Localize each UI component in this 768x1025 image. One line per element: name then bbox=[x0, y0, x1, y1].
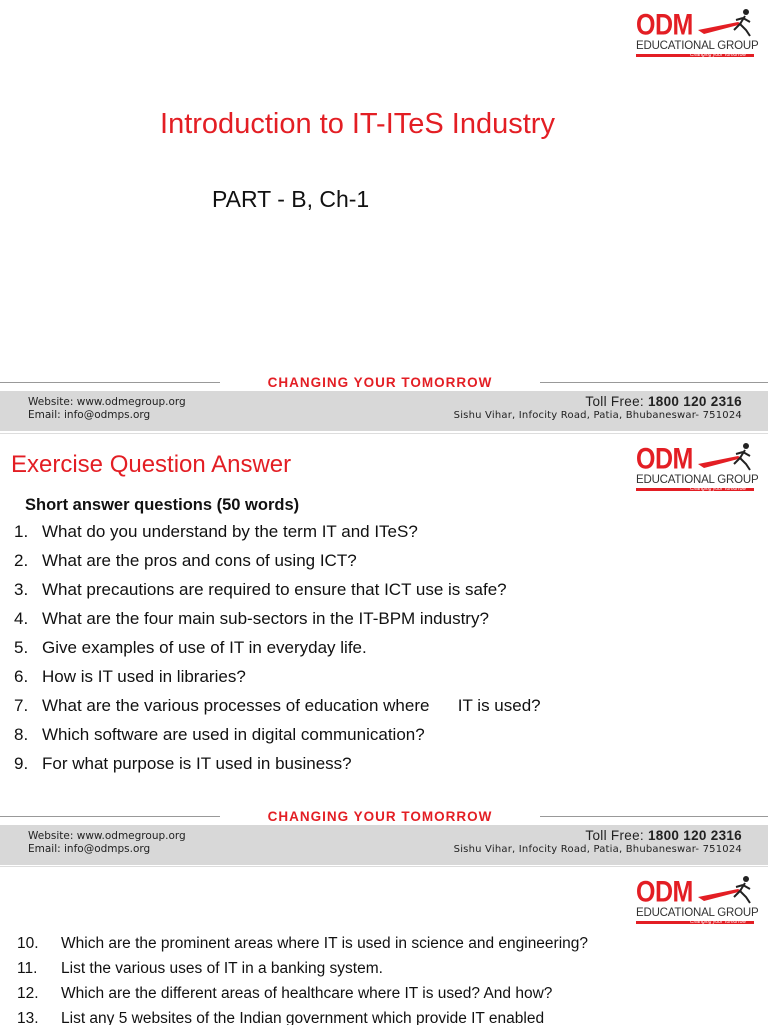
footer-bar bbox=[0, 825, 768, 865]
question-text: What are the pros and cons of using ICT? bbox=[42, 551, 357, 570]
logo-tagline: Changing your Tomorrow bbox=[690, 486, 746, 492]
footer-toll-free bbox=[585, 394, 742, 409]
question-text: Which are the prominent areas where IT is used in science and engineering? bbox=[61, 935, 589, 952]
question-text: What precautions are required to ensure that ICT use is safe? bbox=[42, 580, 507, 599]
question-number: 2. bbox=[14, 551, 29, 570]
logo-brand: ODM bbox=[636, 8, 693, 42]
footer-slogan: CHANGING YOUR TOMORROW bbox=[267, 375, 493, 390]
slide-footer bbox=[0, 375, 768, 433]
question-number: 13. bbox=[17, 1010, 39, 1025]
toll-label: Toll Free: bbox=[585, 828, 644, 843]
logo-brand: ODM bbox=[636, 875, 693, 909]
question-text: What do you understand by the term IT and ITeS? bbox=[42, 522, 418, 541]
question-number: 8. bbox=[14, 725, 29, 744]
toll-number: 1800 120 2316 bbox=[648, 828, 742, 843]
footer-slogan: CHANGING YOUR TOMORROW bbox=[267, 809, 493, 824]
footer-divider-right bbox=[540, 816, 768, 817]
question-text: How is IT used in libraries? bbox=[42, 667, 246, 686]
question-number: 1. bbox=[14, 522, 29, 541]
question-number: 4. bbox=[14, 609, 29, 628]
question-number: 11. bbox=[17, 960, 38, 977]
footer-toll-free bbox=[585, 828, 742, 843]
question-text: What are the four main sub-sectors in the IT-BPM industry? bbox=[42, 609, 489, 628]
question-text: Which are the different areas of healthcare where IT is used? And how? bbox=[61, 985, 553, 1002]
logo-tagline: Changing your Tomorrow bbox=[690, 919, 746, 925]
toll-label: Toll Free: bbox=[585, 394, 644, 409]
question-number: 10. bbox=[17, 935, 39, 952]
logo-group: EDUCATIONAL GROUP bbox=[636, 474, 759, 486]
logo-brand: ODM bbox=[636, 442, 693, 476]
runner-icon bbox=[698, 8, 754, 38]
question-text: List the various uses of IT in a banking system. bbox=[61, 960, 383, 977]
runner-icon bbox=[698, 442, 754, 472]
footer-email: Email: info@odmps.org bbox=[28, 409, 151, 421]
question-text: For what purpose is IT used in business? bbox=[42, 754, 352, 773]
odm-logo bbox=[636, 875, 759, 929]
logo-group: EDUCATIONAL GROUP bbox=[636, 907, 759, 919]
question-text: What are the various processes of education where IT is used? bbox=[42, 696, 541, 715]
footer-address: Sishu Vihar, Infocity Road, Patia, Bhubaneswar- 751024 bbox=[453, 844, 742, 855]
footer-bar bbox=[0, 391, 768, 431]
footer-website: Website: www.odmegroup.org bbox=[28, 396, 186, 408]
runner-icon bbox=[698, 875, 754, 905]
question-text: List any 5 websites of the Indian government which provide IT enabled bbox=[61, 1010, 545, 1025]
slide-footer bbox=[0, 809, 768, 867]
footer-divider-left bbox=[0, 382, 220, 383]
title-slide bbox=[0, 0, 768, 433]
odm-logo bbox=[636, 8, 759, 62]
question-number: 9. bbox=[14, 754, 29, 773]
exercise-slide-continued bbox=[0, 866, 768, 1025]
question-text: Which software are used in digital communication? bbox=[42, 725, 425, 744]
slide-subtitle: PART - B, Ch-1 bbox=[212, 186, 370, 212]
question-number: 12. bbox=[17, 985, 39, 1002]
footer-divider-left bbox=[0, 816, 220, 817]
question-text: Give examples of use of IT in everyday life. bbox=[42, 638, 367, 657]
logo-tagline: Changing your Tomorrow bbox=[690, 52, 746, 58]
question-number: 3. bbox=[14, 580, 29, 599]
footer-divider-right bbox=[540, 382, 768, 383]
question-number: 7. bbox=[14, 696, 29, 715]
slide-title: Exercise Question Answer bbox=[11, 451, 292, 478]
odm-logo bbox=[636, 442, 759, 496]
question-number: 5. bbox=[14, 638, 29, 657]
question-number: 6. bbox=[14, 667, 29, 686]
footer-address: Sishu Vihar, Infocity Road, Patia, Bhubaneswar- 751024 bbox=[453, 410, 742, 421]
footer-email: Email: info@odmps.org bbox=[28, 843, 151, 855]
footer-website: Website: www.odmegroup.org bbox=[28, 830, 186, 842]
slide-title: Introduction to IT-ITeS Industry bbox=[160, 108, 555, 140]
section-heading: Short answer questions (50 words) bbox=[25, 496, 300, 514]
logo-group: EDUCATIONAL GROUP bbox=[636, 40, 759, 52]
exercise-slide bbox=[0, 433, 768, 867]
toll-number: 1800 120 2316 bbox=[648, 394, 742, 409]
